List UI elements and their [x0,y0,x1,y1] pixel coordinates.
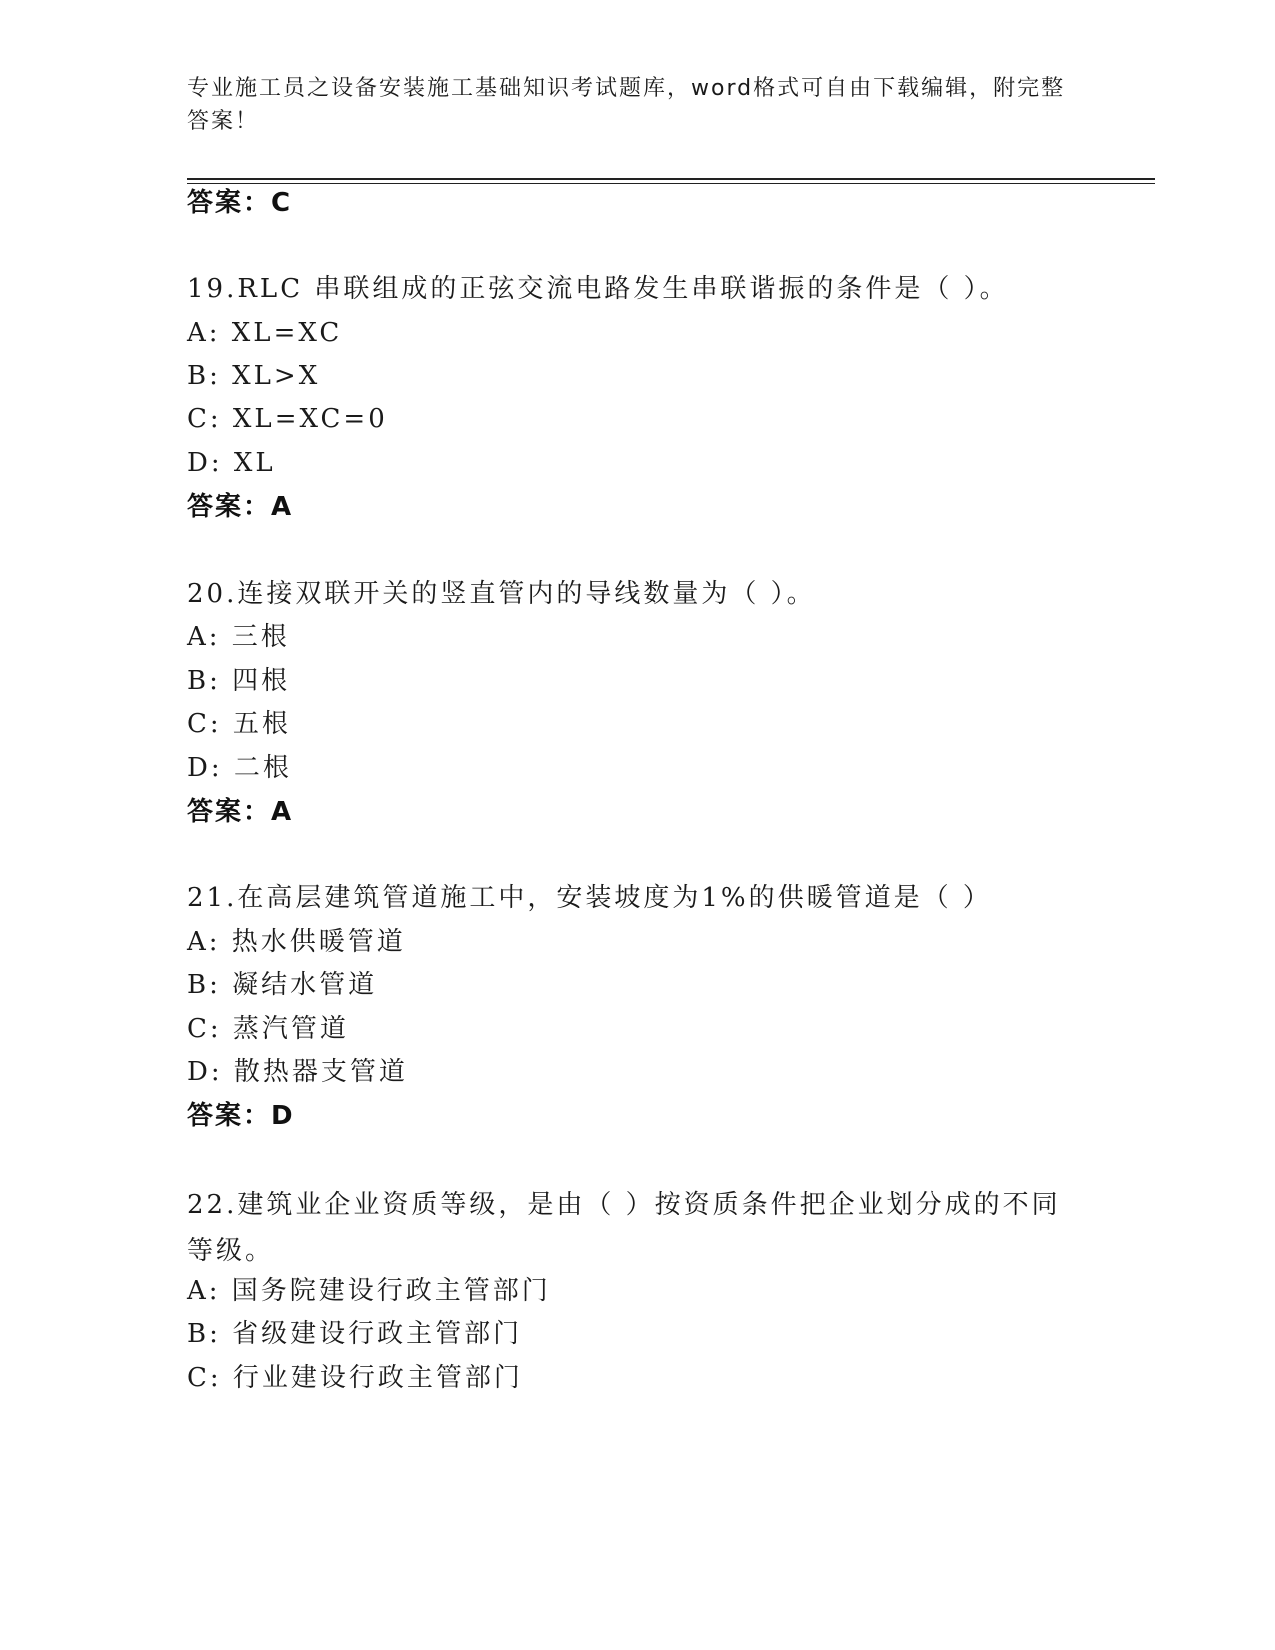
question-22-stem: 22.建筑业企业资质等级，是由（ ）按资质条件把企业划分成的不同等级。 [187,1190,1061,1266]
question-19-option-d: D: XL [187,448,276,478]
question-21-answer: 答案：D [187,1101,295,1131]
previous-answer: 答案：C [187,188,293,218]
question-21-option-c: C: 蒸汽管道 [187,1014,349,1044]
question-20-option-d: D: 二根 [187,753,292,783]
question-20-option-b: B: 四根 [187,666,291,696]
document-header: 专业施工员之设备安装施工基础知识考试题库，word格式可自由下载编辑，附完整答案！ [187,76,1066,134]
question-19-option-c: C: XL=XC=0 [187,404,388,434]
question-22-option-b: B: 省级建设行政主管部门 [187,1319,523,1349]
question-21-option-b: B: 凝结水管道 [187,970,378,1000]
question-20-answer: 答案：A [187,797,294,827]
question-19-answer: 答案：A [187,492,294,522]
question-19-option-b: B: XL>X [187,361,321,391]
question-19-stem: 19.RLC 串联组成的正弦交流电路发生串联谐振的条件是（ ）。 [187,274,1009,304]
question-22-option-c: C: 行业建设行政主管部门 [187,1363,523,1393]
header-divider-thin [187,183,1155,184]
question-21-stem: 21.在高层建筑管道施工中，安装坡度为1%的供暖管道是（ ） [187,883,992,913]
question-20-option-c: C: 五根 [187,709,291,739]
question-20-stem: 20.连接双联开关的竖直管内的导线数量为（ ）。 [187,579,816,609]
question-21-option-a: A: 热水供暖管道 [187,927,406,957]
question-19-option-a: A: XL=XC [187,318,343,348]
question-22-option-a: A: 国务院建设行政主管部门 [187,1276,551,1306]
question-20-option-a: A: 三根 [187,622,290,652]
question-21-option-d: D: 散热器支管道 [187,1057,408,1087]
header-divider-thick [187,178,1155,180]
